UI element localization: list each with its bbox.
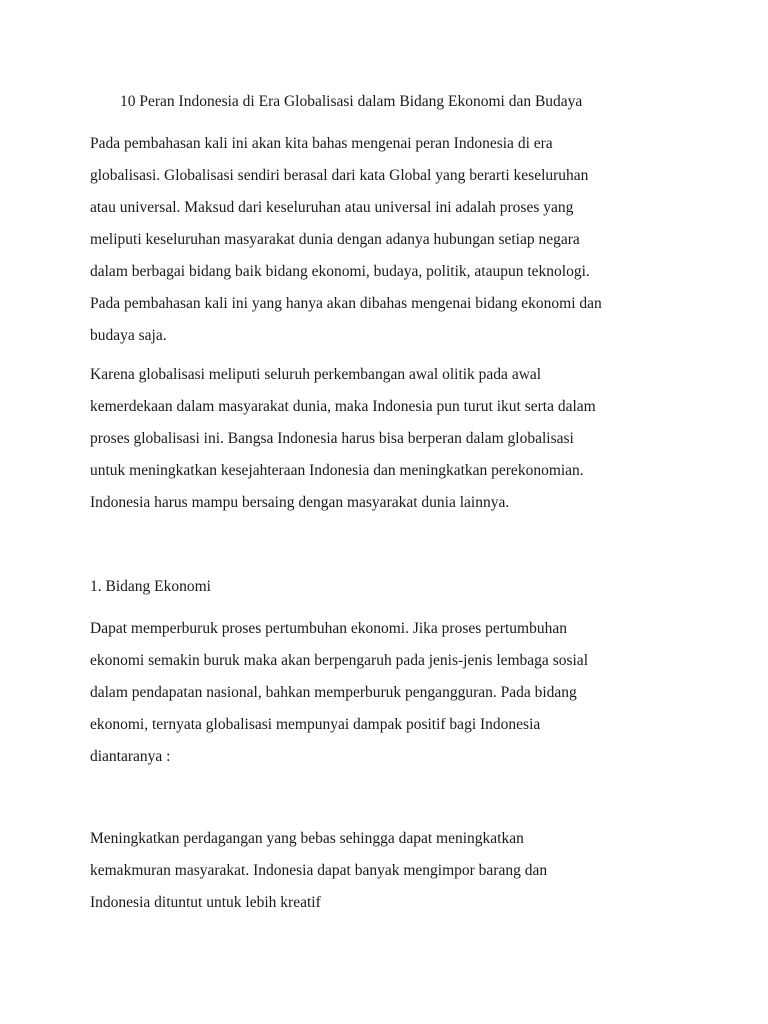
text-line: untuk meningkatkan kesejahteraan Indonesia dan meningkatkan perekonomian.: [90, 462, 584, 479]
text-line: kemakmuran masyarakat. Indonesia dapat banyak mengimpor barang dan: [90, 862, 548, 879]
text-line: atau universal. Maksud dari keseluruhan atau universal ini adalah proses yang: [90, 199, 574, 216]
text-line: dalam berbagai bidang baik bidang ekonomi, budaya, politik, ataupun teknologi.: [90, 263, 590, 280]
paragraph-ekonomi: [90, 619, 690, 779]
text-line: proses globalisasi ini. Bangsa Indonesia harus bisa berperan dalam globalisasi: [90, 430, 574, 447]
text-line: ekonomi, ternyata globalisasi mempunyai dampak positif bagi Indonesia: [90, 716, 541, 733]
document-title: 10 Peran Indonesia di Era Globalisasi dalam Bidang Ekonomi dan Budaya: [120, 93, 583, 110]
paragraph-globalization: [90, 365, 690, 525]
section-heading: 1. Bidang Ekonomi: [90, 578, 211, 595]
section-heading-ekonomi: [90, 577, 690, 609]
text-line: Pada pembahasan kali ini akan kita bahas mengenai peran Indonesia di era: [90, 135, 553, 152]
text-line: Indonesia dituntut untuk lebih kreatif: [90, 894, 321, 911]
text-line: ekonomi semakin buruk maka akan berpengaruh pada jenis-jenis lembaga sosial: [90, 652, 588, 669]
text-line: Karena globalisasi meliputi seluruh perkembangan awal olitik pada awal: [90, 366, 542, 383]
paragraph-intro: [90, 134, 690, 358]
text-line: dalam pendapatan nasional, bahkan memperburuk pengangguran. Pada bidang: [90, 684, 577, 701]
text-line: globalisasi. Globalisasi sendiri berasal dari kata Global yang berarti keseluruhan: [90, 167, 589, 184]
text-line: Dapat memperburuk proses pertumbuhan ekonomi. Jika proses pertumbuhan: [90, 620, 567, 637]
paragraph-perdagangan: [90, 829, 690, 925]
text-line: Pada pembahasan kali ini yang hanya akan dibahas mengenai bidang ekonomi dan: [90, 295, 602, 312]
text-line: Indonesia harus mampu bersaing dengan masyarakat dunia lainnya.: [90, 494, 510, 511]
text-line: Meningkatkan perdagangan yang bebas sehingga dapat meningkatkan: [90, 830, 524, 847]
text-line: budaya saja.: [90, 327, 167, 344]
text-line: meliputi keseluruhan masyarakat dunia dengan adanya hubungan setiap negara: [90, 231, 580, 248]
text-line: kemerdekaan dalam masyarakat dunia, maka Indonesia pun turut ikut serta dalam: [90, 398, 596, 415]
text-line: diantaranya :: [90, 748, 171, 765]
